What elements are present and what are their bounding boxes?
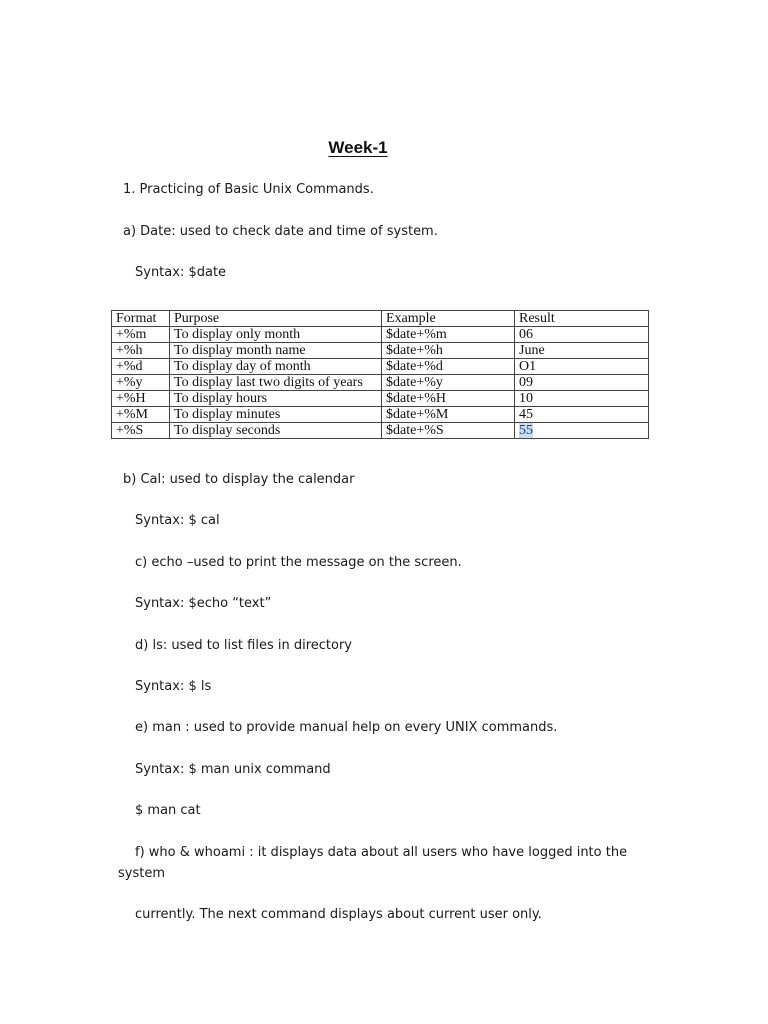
cell-example: $date+%S bbox=[382, 423, 515, 439]
man-description: e) man : used to provide manual help on every UNIX commands. bbox=[135, 720, 558, 735]
cell-purpose: To display minutes bbox=[170, 407, 382, 423]
cell-example: $date+%h bbox=[382, 343, 515, 359]
cell-format: +%h bbox=[112, 343, 170, 359]
cell-result: 06 bbox=[515, 327, 649, 343]
cell-format: +%y bbox=[112, 375, 170, 391]
cell-example: $date+%d bbox=[382, 359, 515, 375]
cell-result bbox=[515, 423, 649, 439]
cell-purpose: To display only month bbox=[170, 327, 382, 343]
cell-purpose: To display last two digits of years bbox=[170, 375, 382, 391]
highlighted-result: 55 bbox=[519, 423, 533, 438]
date-syntax: Syntax: $date bbox=[135, 265, 227, 280]
cell-example: $date+%y bbox=[382, 375, 515, 391]
who-continuation: currently. The next command displays about current user only. bbox=[135, 907, 542, 922]
cal-syntax: Syntax: $ cal bbox=[135, 513, 220, 528]
man-example: $ man cat bbox=[135, 803, 201, 818]
cell-result: 09 bbox=[515, 375, 649, 391]
table-row bbox=[112, 375, 649, 391]
cell-format: +%S bbox=[112, 423, 170, 439]
header-example: Example bbox=[382, 311, 515, 327]
cell-example: $date+%M bbox=[382, 407, 515, 423]
date-description: a) Date: used to check date and time of system. bbox=[123, 224, 438, 239]
echo-description: c) echo –used to print the message on the screen. bbox=[135, 555, 462, 570]
cell-example: $date+%m bbox=[382, 327, 515, 343]
cell-format: +%d bbox=[112, 359, 170, 375]
table-row bbox=[112, 423, 649, 439]
who-description: f) who & whoami : it displays data about all users who have logged into the bbox=[135, 845, 628, 860]
cell-format: +%M bbox=[112, 407, 170, 423]
cal-description: b) Cal: used to display the calendar bbox=[123, 472, 355, 487]
cell-purpose: To display hours bbox=[170, 391, 382, 407]
cell-purpose: To display month name bbox=[170, 343, 382, 359]
table-row bbox=[112, 391, 649, 407]
cell-purpose: To display seconds bbox=[170, 423, 382, 439]
cell-result: 45 bbox=[515, 407, 649, 423]
table-header-row bbox=[112, 311, 649, 327]
who-description-wrap: system bbox=[118, 866, 165, 881]
cell-result: O1 bbox=[515, 359, 649, 375]
table-row bbox=[112, 343, 649, 359]
header-result: Result bbox=[515, 311, 649, 327]
cell-format: +%m bbox=[112, 327, 170, 343]
ls-syntax: Syntax: $ ls bbox=[135, 679, 212, 694]
echo-syntax: Syntax: $echo “text” bbox=[135, 596, 272, 611]
date-format-table bbox=[111, 310, 649, 439]
cell-result: June bbox=[515, 343, 649, 359]
header-format: Format bbox=[112, 311, 170, 327]
man-syntax: Syntax: $ man unix command bbox=[135, 762, 331, 777]
table-row bbox=[112, 407, 649, 423]
cell-result: 10 bbox=[515, 391, 649, 407]
cell-purpose: To display day of month bbox=[170, 359, 382, 375]
header-purpose: Purpose bbox=[170, 311, 382, 327]
page-title: Week-1 bbox=[328, 138, 388, 157]
cell-format: +%H bbox=[112, 391, 170, 407]
ls-description: d) ls: used to list files in directory bbox=[135, 638, 353, 653]
cell-example: $date+%H bbox=[382, 391, 515, 407]
table-row bbox=[112, 327, 649, 343]
intro-text: 1. Practicing of Basic Unix Commands. bbox=[123, 182, 374, 197]
table-row bbox=[112, 359, 649, 375]
